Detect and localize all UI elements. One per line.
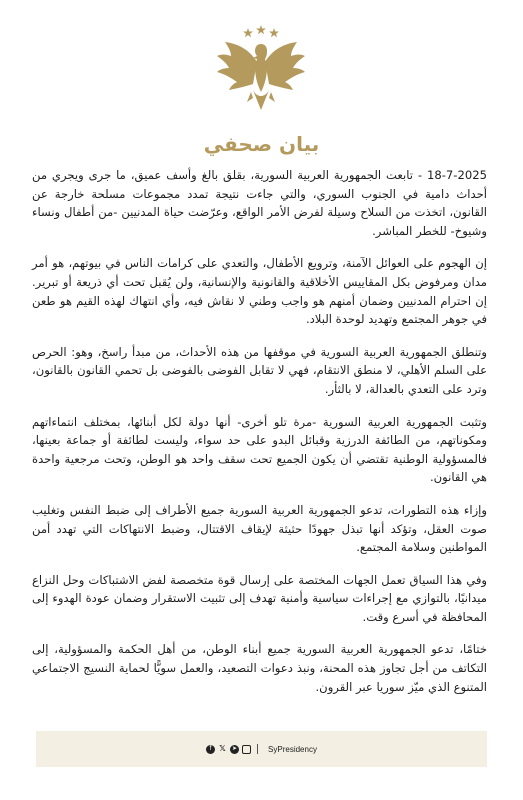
paragraph-6: وفي هذا السياق تعمل الجهات المختصة على إرسال قوة متخصصة لفض الاشتباكات وحل النزاع ميدانيًا، بالتوازي مع إجراءات سياسية وأمنية تهدف إلى تثبيت الاستقرار وضمان عودة الهدوء إلى المحافظة في أسرع وقت.: [32, 572, 487, 624]
x-icon[interactable]: 𝕏: [219, 744, 226, 753]
social-handle: SyPresidency: [268, 744, 317, 754]
paragraph-5: وإزاء هذه التطورات، تدعو الجمهورية العربية السورية جميع الأطراف إلى ضبط النفس وتغليب صوت العقل، وتؤكد أنها تبذل جهودًا حثيثة لإيقاف الاقتتال، وضبط الانتهاكات التي تهدد أمن المواطنين وسلامة المجتمع.: [32, 502, 487, 555]
page-title: بيان صحفي: [203, 132, 320, 156]
paragraph-3: وتنطلق الجمهورية العربية السورية في موقفها من هذه الأحداث، من مبدأ راسخ، وهو: الحرص على السلم الأهلي، لا منطق الانتقام، فهي لا تقابل الفوضى بالفوضى بل تحمي القانون بالقانون، وترد على التعدي بالعدالة، لا بالثأر.: [32, 344, 487, 396]
paragraph-7: ختامًا، تدعو الجمهورية العربية السورية جميع أبناء الوطن، من أهل الحكمة والمسؤولية، إلى التكاتف من أجل تجاوز هذه المحنة، ونبذ دعوات التصعيد، والعمل سويًّا لحماية النسيج الاجتماعي المتنوع الذي ميّز سوريا عبر القرون.: [32, 642, 487, 694]
paragraph-1: 18-7-2025 - تابعت الجمهورية العربية السورية، بقلق بالغ وأسف عميق، ما جرى ويجري من أحداث دامية في الجنوب السوري، والتي جاءت نتيجة تمدد مجموعات مسلحة خارجة عن القانون، اتخذت من السلاح وسيلة لفرض الأمر الواقع، وعرّضت حياة المدنيين -من أطفال ونساء وشيوخ- للخطر المباشر.: [32, 168, 487, 238]
social-icons: [206, 745, 251, 754]
instagram-icon[interactable]: [242, 745, 251, 754]
facebook-icon[interactable]: f: [206, 745, 215, 754]
footer-divider: [257, 744, 258, 754]
eagle-emblem-icon: [211, 22, 311, 122]
footer-bar: [36, 731, 487, 767]
paragraph-4: وتثبت الجمهورية العربية السورية -مرة تلو أخرى- أنها دولة لكل أبنائها، بمختلف انتماءاتهم ومكوناتهم، من الطائفة الدرزية وقبائل البدو على حد سواء، وليست لطائفة أو جماعة بعينها، فالمسؤولية الوطنية تقتضي أن يكون الجميع تحت سقف واحد هو الوطن، وتحت مرجعية واحدة هي القانون.: [32, 414, 487, 485]
paragraph-2: إن الهجوم على العوائل الآمنة، وترويع الأطفال، والتعدي على كرامات الناس في بيوتهم، هو أمر مدان ومرفوض بكل المقاييس الأخلاقية والقانونية والإنسانية، ولن يُقبل تحت أي ذريعة أو تبرير. إن احترام المدنيين وضمان أمنهم هو واجب وطني لا نقاش فيه، وأي انتهاك لهذه القيم هو طعن في جوهر المجتمع وتهديد لوحدة البلاد.: [32, 256, 487, 327]
telegram-icon[interactable]: ➤: [232, 745, 238, 752]
press-release-body: [32, 166, 487, 710]
